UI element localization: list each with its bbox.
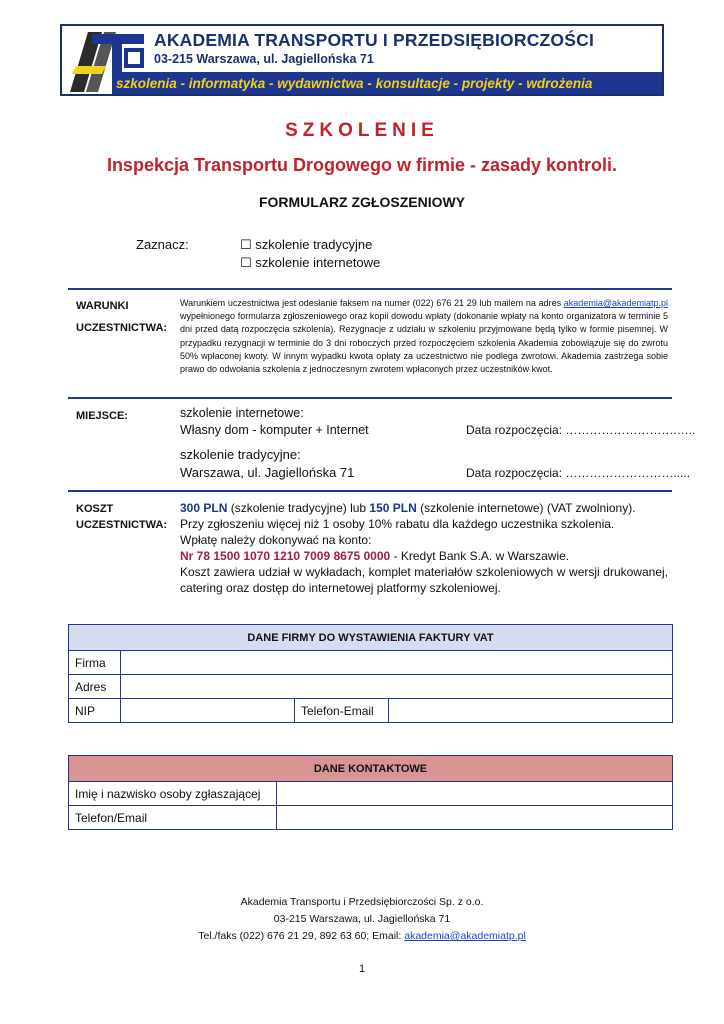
contact-phone-label: Telefon/Email <box>69 806 277 830</box>
price-online: 150 PLN <box>369 501 417 515</box>
page-number: 1 <box>358 963 366 975</box>
address-label: Adres <box>69 675 121 699</box>
footer-company: Akademia Transportu i Przedsiębiorczości Sp. z o.o. <box>240 896 484 908</box>
price-traditional: 300 PLN <box>180 501 228 515</box>
invoice-heading: DANE FIRMY DO WYSTAWIENIA FAKTURY VAT <box>69 625 673 651</box>
divider <box>68 288 672 290</box>
conditions-label-2: UCZESTNICTWA: <box>76 322 168 334</box>
traditional-title: szkolenie tradycyjne: <box>180 447 301 462</box>
option-online-checkbox[interactable]: ☐ szkolenie internetowe <box>240 255 381 270</box>
divider <box>68 490 672 492</box>
payment-intro: Wpłatę należy dokonywać na konto: <box>180 533 372 547</box>
cost-label-2: UCZESTNICTWA: <box>76 519 168 531</box>
location-label: MIEJSCE: <box>76 410 128 422</box>
phone-email-label: Telefon-Email <box>295 699 389 723</box>
footer-address: 03-215 Warszawa, ul. Jagiellońska 71 <box>273 913 451 925</box>
page-title: SZKOLENIE <box>285 120 439 141</box>
divider <box>68 397 672 399</box>
online-start-date[interactable]: Data rozpoczęcia: ……………………….….. <box>466 423 696 437</box>
online-place: Własny dom - komputer + Internet <box>180 423 369 437</box>
nip-label: NIP <box>69 699 121 723</box>
cost-label: KOSZT <box>76 503 114 515</box>
conditions-label: WARUNKI <box>76 300 129 312</box>
company-name: AKADEMIA TRANSPORTU I PRZEDSIĘBIORCZOŚCI <box>154 30 595 50</box>
contact-table <box>68 755 673 830</box>
online-title: szkolenie internetowe: <box>180 406 304 420</box>
option-traditional-checkbox[interactable]: ☐ szkolenie tradycyjne <box>240 237 373 252</box>
form-title: FORMULARZ ZGŁOSZENIOWY <box>258 194 466 210</box>
account-line: Nr 78 1500 1070 1210 7009 8675 0000 - Kredyt Bank S.A. w Warszawie. <box>180 549 570 563</box>
header-banner <box>60 24 664 96</box>
discount-line: Przy zgłoszeniu więcej niż 1 osoby 10% rabatu dla każdego uczestnika szkolenia. <box>180 517 615 531</box>
cost-includes: Koszt zawiera udział w wykładach, komplet materiałów szkoleniowych w wersji drukowanej, catering oraz dostęp do internetowej platformy szkoleniowej. <box>180 565 668 595</box>
traditional-start-date[interactable]: Data rozpoczęcia: ………………………..... <box>466 466 691 480</box>
account-number: Nr 78 1500 1070 1210 7009 8675 0000 <box>180 549 391 563</box>
conditions-text: Warunkiem uczestnictwa jest odesłanie faksem na numer (022) 676 21 29 lub mailem na adres akademia@akademiatp.pl wypełnionego formularza zgłoszeniowego oraz kopii dowodu wpłaty (dokonanie wpłaty na konto organizatora w terminie 5 dni przed datą rozpoczęcia szkolenia). Rezygnacje z udziału w szkoleniu przyjmowane będą tylko w formie pisemnej. W przypadku rezygnacji w terminie do 3 dni roboczych przed rozpoczęciem szkolenia Akademia zobowiązuje się do zwrotu 50% wpłaconej kwoty. W innym wypadku kwota opłaty za uczestnictwo nie podlega zwrotowi. Akademia zastrzega sobie prawo do odwołania szkolenia z jednoczesnym zwrotem wpłaconych przez uczestników kwot. <box>180 298 668 375</box>
company-field[interactable] <box>121 651 673 675</box>
person-label: Imię i nazwisko osoby zgłaszającej <box>69 782 277 806</box>
invoice-table <box>68 624 673 723</box>
contact-heading: DANE KONTAKTOWE <box>69 756 673 782</box>
training-title: Inspekcja Transportu Drogowego w firmie - zasady kontroli. <box>106 155 618 175</box>
mark-label: Zaznacz: <box>136 237 189 252</box>
footer-contact: Tel./faks (022) 676 21 29, 892 63 60; Email: akademia@akademiatp.pl <box>198 930 526 942</box>
tagline: szkolenia - informatyka - wydawnictwa - konsultacje - projekty - wdrożenia <box>116 76 593 91</box>
company-label: Firma <box>69 651 121 675</box>
contact-phone-field[interactable] <box>277 806 673 830</box>
footer-email-link[interactable]: akademia@akademiatp.pl <box>404 930 526 942</box>
nip-field[interactable] <box>121 699 295 723</box>
address-field[interactable] <box>121 675 673 699</box>
cost-text <box>180 500 668 596</box>
phone-email-field[interactable] <box>389 699 673 723</box>
price-line: 300 PLN (szkolenie tradycyjne) lub 150 PLN (szkolenie internetowe) (VAT zwolniony). <box>180 501 636 515</box>
email-link[interactable]: akademia@akademiatp.pl <box>563 298 668 308</box>
traditional-place: Warszawa, ul. Jagiellońska 71 <box>180 465 355 480</box>
person-field[interactable] <box>277 782 673 806</box>
company-address: 03-215 Warszawa, ul. Jagiellońska 71 <box>154 52 374 66</box>
